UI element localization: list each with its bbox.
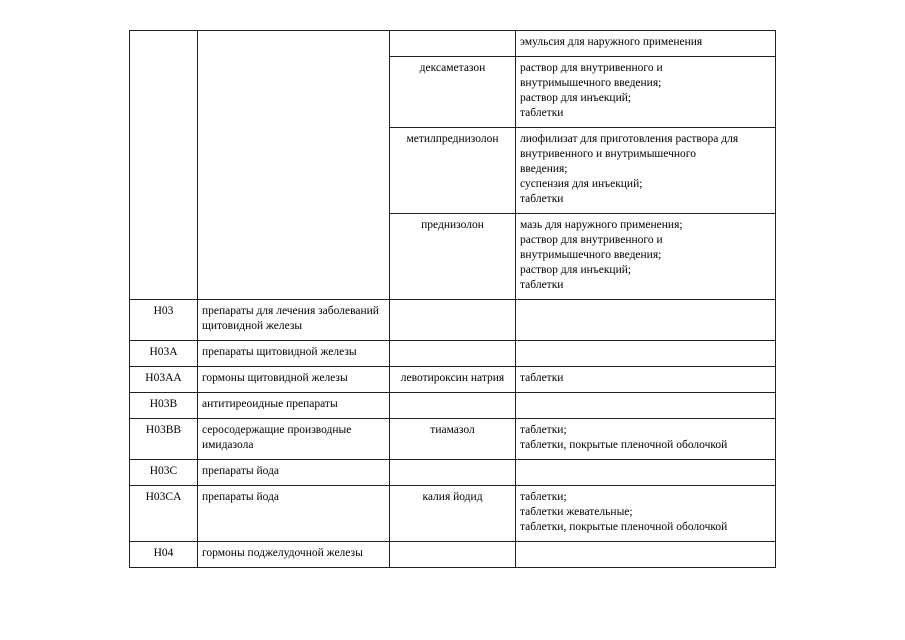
- dosage-form-cell: [516, 128, 776, 214]
- atc-code-cell: H04: [130, 542, 198, 568]
- dosage-form-line: введения;: [520, 163, 568, 175]
- atc-code-cell: [130, 31, 198, 300]
- dosage-form-line: суспензия для инъекций;: [520, 178, 643, 190]
- drug-name-cell: тиамазол: [390, 419, 516, 460]
- dosage-form-line: раствор для внутривенного и: [520, 234, 663, 246]
- dosage-form-line: таблетки, покрытые пленочной оболочкой: [520, 521, 728, 533]
- dosage-form-cell: [516, 31, 776, 57]
- table-row: [130, 367, 776, 393]
- group-name-cell: антитиреоидные препараты: [198, 393, 390, 419]
- dosage-form-line: таблетки: [520, 107, 564, 119]
- dosage-form-line: мазь для наружного применения;: [520, 219, 683, 231]
- atc-code-cell: H03BB: [130, 419, 198, 460]
- group-name-cell: [198, 31, 390, 300]
- group-name-cell: препараты щитовидной железы: [198, 341, 390, 367]
- table-row: [130, 300, 776, 341]
- dosage-form-cell: [516, 542, 776, 568]
- drug-name-cell: [390, 341, 516, 367]
- table-row: [130, 341, 776, 367]
- dosage-form-line: внутримышечного введения;: [520, 77, 662, 89]
- drug-name-cell: [390, 31, 516, 57]
- drug-name-cell: метилпреднизолон: [390, 128, 516, 214]
- group-name-cell: гормоны поджелудочной железы: [198, 542, 390, 568]
- dosage-form-line: таблетки: [520, 193, 564, 205]
- table-row: [130, 542, 776, 568]
- dosage-form-cell: [516, 486, 776, 542]
- table-row: [130, 393, 776, 419]
- group-name-cell: препараты йода: [198, 486, 390, 542]
- group-name-cell: серосодержащие производные имидазола: [198, 419, 390, 460]
- drug-name-cell: преднизолон: [390, 214, 516, 300]
- dosage-form-cell: [516, 393, 776, 419]
- dosage-form-line: таблетки: [520, 279, 564, 291]
- dosage-form-cell: [516, 341, 776, 367]
- drug-name-cell: [390, 300, 516, 341]
- dosage-form-cell: [516, 57, 776, 128]
- drug-name-cell: левотироксин натрия: [390, 367, 516, 393]
- dosage-form-cell: [516, 300, 776, 341]
- group-name-cell: препараты йода: [198, 460, 390, 486]
- atc-code-cell: H03: [130, 300, 198, 341]
- group-name-cell: препараты для лечения заболеваний щитовидной железы: [198, 300, 390, 341]
- table-row: [130, 419, 776, 460]
- atc-code-cell: H03CA: [130, 486, 198, 542]
- dosage-form-line: таблетки: [520, 372, 564, 384]
- dosage-form-line: внутривенного и внутримышечного: [520, 148, 696, 160]
- drug-name-cell: дексаметазон: [390, 57, 516, 128]
- drug-classification-table: [129, 30, 776, 568]
- dosage-form-line: раствор для инъекций;: [520, 92, 632, 104]
- table-row: [130, 31, 776, 57]
- drug-name-cell: [390, 460, 516, 486]
- group-name-cell: гормоны щитовидной железы: [198, 367, 390, 393]
- dosage-form-cell: [516, 460, 776, 486]
- table-row: [130, 460, 776, 486]
- atc-code-cell: H03A: [130, 341, 198, 367]
- drug-name-cell: калия йодид: [390, 486, 516, 542]
- dosage-form-line: таблетки, покрытые пленочной оболочкой: [520, 439, 728, 451]
- dosage-form-cell: [516, 214, 776, 300]
- drug-name-cell: [390, 393, 516, 419]
- atc-code-cell: H03B: [130, 393, 198, 419]
- dosage-form-cell: [516, 419, 776, 460]
- dosage-form-line: таблетки жевательные;: [520, 506, 633, 518]
- table-row: [130, 486, 776, 542]
- dosage-form-line: раствор для инъекций;: [520, 264, 632, 276]
- atc-code-cell: H03C: [130, 460, 198, 486]
- drug-name-cell: [390, 542, 516, 568]
- dosage-form-line: таблетки;: [520, 491, 567, 503]
- dosage-form-line: внутримышечного введения;: [520, 249, 662, 261]
- dosage-form-line: раствор для внутривенного и: [520, 62, 663, 74]
- dosage-form-cell: [516, 367, 776, 393]
- atc-code-cell: H03AA: [130, 367, 198, 393]
- dosage-form-line: лиофилизат для приготовления раствора для: [520, 133, 739, 145]
- dosage-form-line: эмульсия для наружного применения: [520, 36, 703, 48]
- dosage-form-line: таблетки;: [520, 424, 567, 436]
